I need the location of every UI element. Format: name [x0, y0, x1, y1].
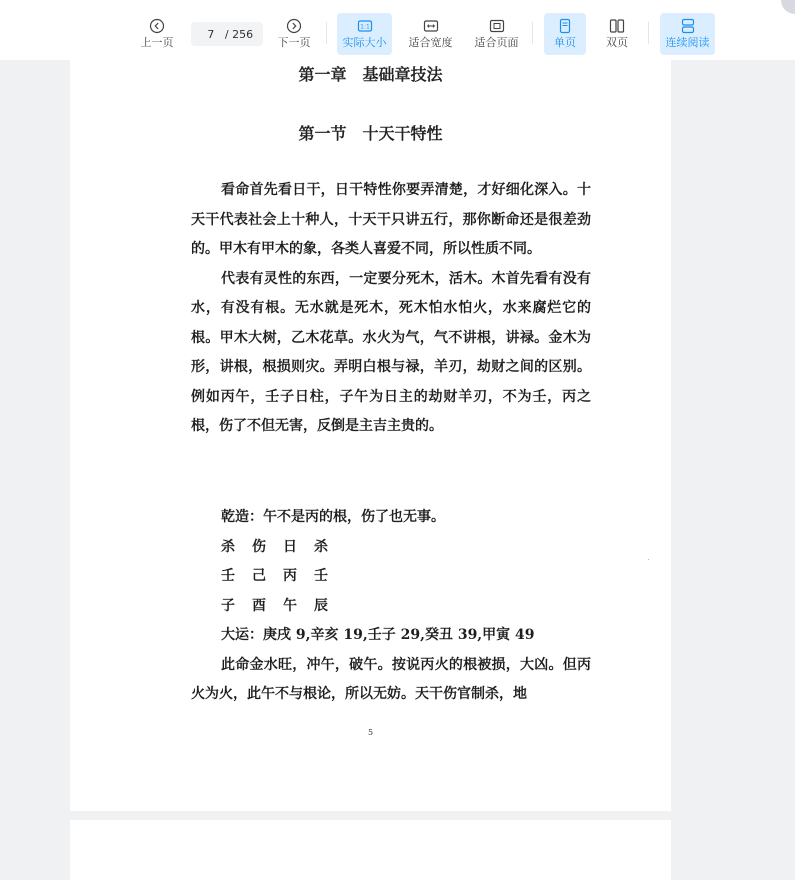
- fit-page-icon: [489, 18, 505, 34]
- example-chart: [191, 503, 591, 710]
- single-page-icon: [557, 18, 573, 34]
- pillar-cell: 杀: [221, 538, 235, 555]
- chapter-title: 第一章 基础章技法: [298, 65, 443, 84]
- pillar-cell: 杀: [314, 538, 328, 555]
- pillar-cell: 子: [221, 597, 235, 614]
- body-paragraph: 代表有灵性的东西，一定要分死木，活木。木首先看有没有水，有没有根。无水就是死木，死木怕水怕火，水来腐烂它的根。甲木大树，乙木花草。水火为气，气不讲根，讲禄。金木为形，讲根，根损则灾。弄明白根与禄，羊刃，劫财之间的区别。例如丙午，壬子日柱，子午为日主的劫财羊刃，不为壬，丙之根，伤了不但无害，反倒是主吉主贵的。: [191, 270, 591, 434]
- next-page-button[interactable]: [273, 13, 315, 55]
- toolbar-divider: [648, 22, 649, 44]
- pillar-row-ten-gods: [191, 533, 591, 563]
- double-page-label: 双页: [606, 36, 628, 49]
- pillar-cell: 丙: [283, 568, 297, 584]
- pillar-cell: 壬: [221, 568, 235, 584]
- continuous-reading-label: 连续阅读: [665, 36, 710, 49]
- fit-width-button[interactable]: [403, 13, 458, 55]
- pillar-cell: 伤: [252, 538, 266, 555]
- toolbar-divider: [326, 22, 327, 44]
- pillar-cell: 辰: [314, 597, 328, 614]
- pillar-cell: 午: [283, 597, 297, 614]
- double-page-icon: [609, 18, 625, 34]
- page-number-input[interactable]: 7: [207, 27, 215, 41]
- page-body: [191, 176, 591, 442]
- toolbar-divider: [532, 22, 533, 44]
- continuous-reading-button[interactable]: [660, 13, 715, 55]
- section-title: 第一节 十天干特性: [298, 124, 443, 143]
- body-paragraph: 看命首先看日干，日干特性你要弄清楚，才好细化深入。十天干代表社会上十种人，十天干只讲五行，那你断命还是很差劲的。甲木有甲木的象，各类人喜爱不同，所以性质不同。: [191, 182, 591, 257]
- svg-text:1:1: 1:1: [359, 23, 370, 31]
- pillar-cell: 壬: [314, 568, 328, 584]
- page-number: 5: [367, 728, 374, 737]
- fit-page-label: 适合页面: [474, 36, 519, 49]
- actual-size-label: 实际大小: [342, 36, 387, 49]
- pillar-cell: 己: [252, 568, 266, 584]
- fit-width-label: 适合宽度: [408, 36, 453, 49]
- page-indicator[interactable]: [191, 22, 263, 46]
- next-page-label: 下一页: [277, 36, 311, 49]
- scan-speck: [648, 559, 649, 560]
- pillar-row-branches: [191, 592, 591, 622]
- double-page-button[interactable]: [596, 13, 638, 55]
- single-page-button[interactable]: [544, 13, 586, 55]
- document-page: [70, 55, 671, 811]
- continuous-reading-icon: [680, 18, 696, 34]
- pillar-cell: 日: [283, 538, 297, 555]
- fit-page-button[interactable]: [469, 13, 524, 55]
- pillar-row-stems: [191, 562, 591, 592]
- dayun-line: 大运：庚戌 9,辛亥 19,壬子 29,癸丑 39,甲寅 49: [221, 627, 535, 643]
- actual-size-icon: [357, 18, 373, 34]
- next-document-page: [70, 820, 671, 880]
- page-total: / 256: [224, 27, 254, 41]
- pillar-cell: 酉: [252, 597, 266, 614]
- prev-page-label: 上一页: [140, 36, 174, 49]
- fit-width-icon: [423, 18, 439, 34]
- chevron-right-circle-icon: [286, 18, 302, 34]
- viewer-toolbar: [0, 0, 795, 60]
- analysis-paragraph: 此命金水旺，冲午，破午。按说丙火的根被损，大凶。但丙火为火，此午不与根论，所以无妨。天干伤官制杀，地: [191, 656, 591, 702]
- prev-page-button[interactable]: [136, 13, 178, 55]
- actual-size-button[interactable]: [337, 13, 392, 55]
- single-page-label: 单页: [554, 36, 576, 49]
- chevron-left-circle-icon: [149, 18, 165, 34]
- example-title: 乾造：午不是丙的根，伤了也无事。: [221, 509, 445, 525]
